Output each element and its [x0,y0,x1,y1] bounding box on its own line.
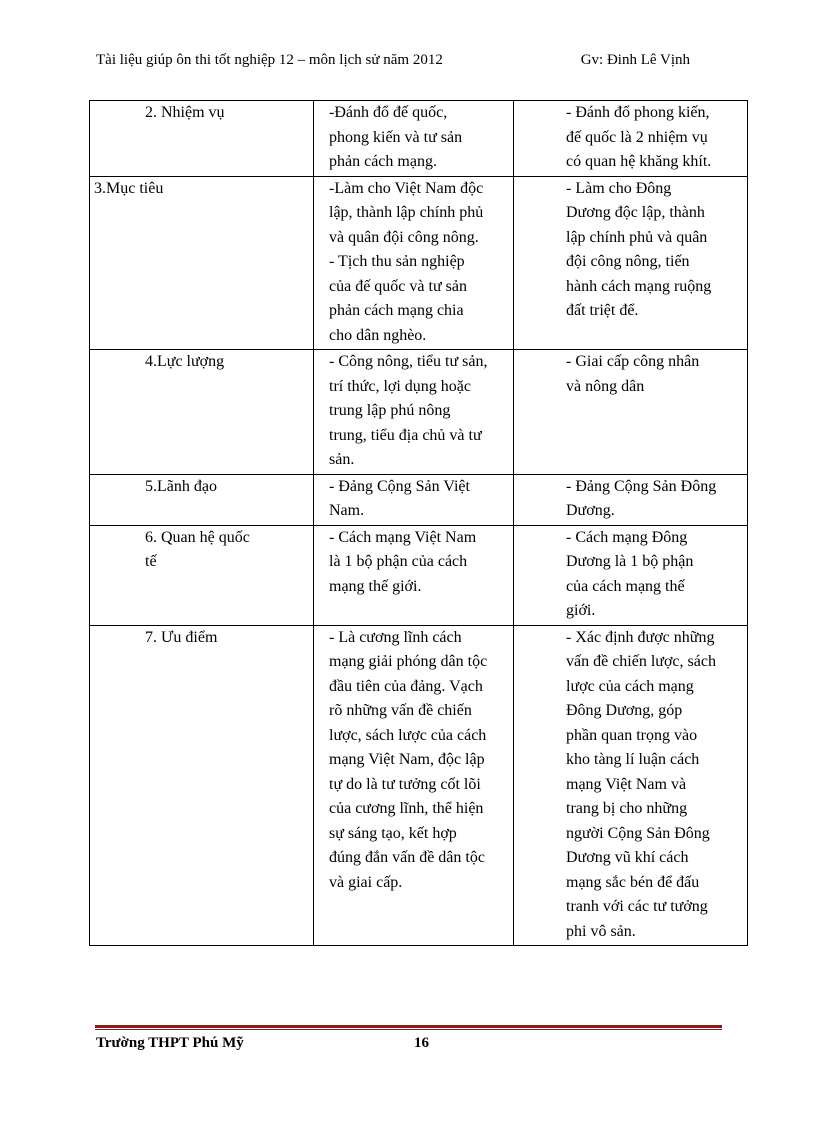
table-row [90,474,748,525]
cell-1930-thesis-line: đội công nông, tiến [566,253,690,270]
cell-1930-program-line: -Làm cho Việt Nam độc [329,179,484,197]
cell-1930-thesis [514,176,748,350]
cell-1930-program [314,350,514,475]
cell-1930-thesis-line: Dương. [566,502,615,519]
cell-1930-program-line: phản cách mạng. [329,153,437,170]
cell-1930-thesis-line: Dương là 1 bộ phận [566,553,694,570]
cell-1930-program-line: của đế quốc và tư sản [329,277,467,295]
cell-1930-program-line: đầu tiên của đảng. Vạch [329,677,483,695]
cell-1930-program-line: - Là cương lĩnh cách [329,628,462,646]
cell-1930-program-line: và giai cấp. [329,873,403,891]
row-label-line: 7. Ưu điểm [145,628,218,646]
cell-1930-thesis-line: vấn đề chiến lược, sách [566,653,716,670]
cell-1930-thesis-line: người Cộng Sản Đông [566,824,710,842]
cell-1930-program [314,525,514,625]
table-row [90,525,748,625]
row-label-line: 2. Nhiệm vụ [145,104,225,121]
cell-1930-program-line: lược, sách lược của cách [329,726,487,744]
cell-1930-thesis-line: Dương vũ khí cách [566,849,689,866]
cell-1930-program-line: mạng Việt Nam, độc lập [329,751,485,768]
row-label-line: 3.Mục tiêu [94,179,164,197]
cell-1930-program-line: rõ những vấn đề chiến [329,702,472,719]
cell-1930-thesis-line: phần quan trọng vào [566,726,698,744]
cell-1930-thesis [514,101,748,177]
footer-divider [95,1025,722,1031]
cell-1930-thesis-line: mạng Việt Nam và [566,775,687,793]
cell-1930-program-line: phản cách mạng chia [329,302,464,319]
page-header [96,52,690,74]
row-label [90,525,314,625]
row-label-line: 6. Quan hệ quốc [145,528,250,546]
cell-1930-thesis-line: mạng sắc bén để đấu [566,873,700,891]
cell-1930-thesis-line: phi vô sản. [566,922,636,940]
cell-1930-program-line: trung, tiểu địa chủ và tư [329,426,482,444]
row-label [90,176,314,350]
cell-1930-thesis-line: lược của cách mạng [566,677,694,695]
table-row [90,176,748,350]
cell-1930-thesis-line: - Xác định được những [566,628,715,646]
row-label [90,625,314,946]
cell-1930-thesis-line: giới. [566,602,596,619]
cell-1930-thesis-line: - Đảng Cộng Sản Đông [566,477,717,495]
cell-1930-program-line: đúng đắn vấn đề dân tộc [329,849,485,866]
cell-1930-thesis-line: và nông dân [566,377,645,395]
cell-1930-program [314,625,514,946]
table-row [90,101,748,177]
cell-1930-thesis-line: - Cách mạng Đông [566,528,688,546]
row-label [90,350,314,475]
cell-1930-program-line: phong kiến và tư sản [329,128,463,146]
cell-1930-program [314,474,514,525]
cell-1930-program-line: mạng thế giới. [329,577,422,595]
cell-1930-program-line: của cương lĩnh, thể hiện [329,800,484,817]
row-label [90,474,314,525]
cell-1930-program-line: - Cách mạng Việt Nam [329,528,477,546]
cell-1930-program [314,101,514,177]
page-number: 16 [414,1035,429,1051]
cell-1930-program-line: và quân đội công nông. [329,228,479,246]
cell-1930-program-line: Nam. [329,502,365,519]
cell-1930-program-line: là 1 bộ phận của cách [329,553,468,570]
cell-1930-thesis-line: lập chính phủ và quân [566,228,708,246]
header-title: Tài liệu giúp ôn thi tốt nghiệp 12 – môn lịch sử năm 2012 [96,52,443,68]
cell-1930-program-line: trí thức, lợi dụng hoặc [329,377,471,395]
row-label-line: tế [145,553,157,570]
cell-1930-program-line: cho dân nghèo. [329,326,427,344]
table-body [90,101,748,946]
cell-1930-thesis-line: của cách mạng thế [566,577,685,595]
cell-1930-thesis-line: - Làm cho Đông [566,179,672,197]
cell-1930-thesis-line: tranh với các tư tưởng [566,898,708,915]
cell-1930-program-line: trung lập phú nông [329,402,451,419]
cell-1930-program-line: sản. [329,451,355,468]
cell-1930-program-line: - Đảng Cộng Sản Việt [329,477,470,495]
cell-1930-program-line: tự do là tư tưởng cốt lõi [329,775,481,793]
row-label-line: 4.Lực lượng [145,353,225,370]
cell-1930-thesis-line: trang bị cho những [566,800,688,817]
cell-1930-thesis-line: Đông Dương, góp [566,702,683,719]
cell-1930-thesis [514,525,748,625]
cell-1930-program-line: -Đánh đổ đế quốc, [329,104,448,121]
cell-1930-program-line: mạng giải phóng dân tộc [329,653,488,670]
cell-1930-program-line: lập, thành lập chính phủ [329,204,484,221]
cell-1930-program-line: - Công nông, tiểu tư sản, [329,353,488,370]
cell-1930-thesis [514,625,748,946]
comparison-table [89,100,748,946]
cell-1930-thesis-line: - Đánh đổ phong kiến, [566,104,710,121]
row-label [90,101,314,177]
cell-1930-thesis-line: hành cách mạng ruộng [566,277,712,295]
header-author: Gv: Đinh Lê Vịnh [580,52,690,68]
cell-1930-thesis-line: có quan hệ khăng khít. [566,153,712,170]
cell-1930-thesis-line: - Giai cấp công nhân [566,353,700,370]
cell-1930-thesis-line: kho tàng lí luận cách [566,751,700,768]
cell-1930-program [314,176,514,350]
page-footer [96,1035,720,1057]
cell-1930-thesis [514,474,748,525]
table-row [90,625,748,946]
footer-school: Trường THPT Phú Mỹ [96,1035,244,1051]
cell-1930-thesis-line: Dương độc lập, thành [566,204,705,221]
cell-1930-program-line: - Tịch thu sản nghiệp [329,253,465,270]
cell-1930-program-line: sự sáng tạo, kết hợp [329,824,457,842]
table-row [90,350,748,475]
cell-1930-thesis [514,350,748,475]
cell-1930-thesis-line: đế quốc là 2 nhiệm vụ [566,128,708,146]
cell-1930-thesis-line: đất triệt để. [566,302,639,319]
row-label-line: 5.Lãnh đạo [145,477,217,495]
